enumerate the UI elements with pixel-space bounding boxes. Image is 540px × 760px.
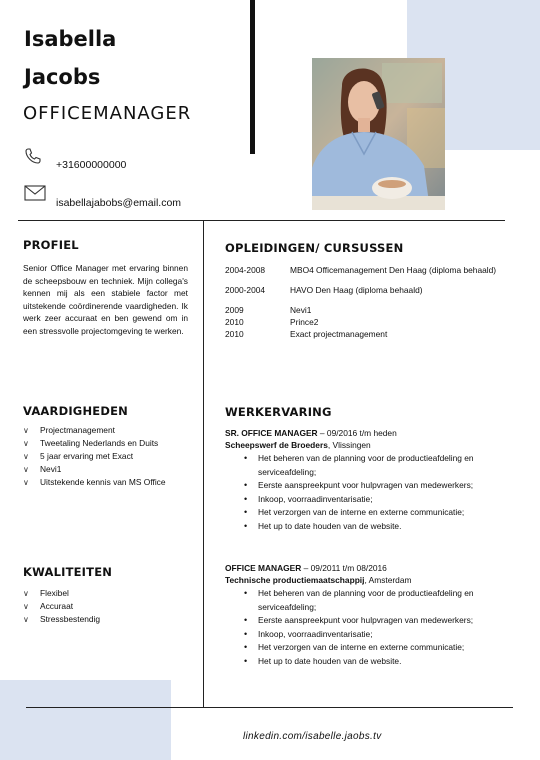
last-name: Jacobs — [24, 65, 101, 89]
list-item: • Het beheren van de planning voor de productieafdeling en serviceafdeling; — [225, 452, 520, 479]
list-item: ∨ Projectmanagement — [23, 425, 115, 435]
chevron-down-icon: ∨ — [23, 589, 29, 598]
phone-number: +31600000000 — [56, 159, 127, 171]
column-divider — [203, 221, 204, 708]
list-item: • Inkoop, voorraadinventarisatie; — [225, 493, 520, 507]
education-row: 2004-2008 MBO4 Officemanagement Den Haag (diploma behaald) — [225, 265, 497, 275]
list-item: • Het verzorgen van de interne en externe communicatie; — [225, 641, 520, 655]
education-row: 2009 Nevi1 — [225, 305, 312, 315]
list-item: ∨ Stressbestendig — [23, 614, 101, 624]
job-title: OFFICEMANAGER — [23, 103, 192, 124]
chevron-down-icon: ∨ — [23, 439, 29, 448]
education-row: 2010 Exact projectmanagement — [225, 329, 388, 339]
list-item: ∨ Flexibel — [23, 588, 69, 598]
decorative-blue-block-bottom — [0, 680, 171, 760]
work-heading: WERKERVARING — [225, 405, 332, 419]
education-row: 2010 Prince2 — [225, 317, 319, 327]
job-company-line: Technische productiemaatschappij, Amsterdam — [225, 575, 412, 585]
list-item: • Eerste aanspreekpunt voor hulpvragen van medewerkers; — [225, 479, 520, 493]
list-item: ∨ Uitstekende kennis van MS Office — [23, 477, 166, 487]
list-item: • Het verzorgen van de interne en externe communicatie; — [225, 506, 520, 520]
list-item: ∨ Tweetaling Nederlands en Duits — [23, 438, 159, 448]
job-company-line: Scheepswerf de Broeders, Vlissingen — [225, 440, 371, 450]
list-item: • Het up to date houden van de website. — [225, 655, 520, 669]
duties-list — [225, 452, 520, 533]
education-table — [225, 264, 520, 340]
first-name: Isabella — [24, 27, 117, 51]
list-item: • Het up to date houden van de website. — [225, 520, 520, 534]
job-role-line: OFFICE MANAGER – 09/2011 t/m 08/2016 — [225, 563, 387, 573]
job-entry — [225, 427, 520, 533]
chevron-down-icon: ∨ — [23, 615, 29, 624]
duties-list — [225, 587, 520, 668]
education-heading: OPLEIDINGEN/ CURSUSSEN — [225, 241, 404, 255]
list-item: ∨ Nevi1 — [23, 464, 62, 474]
chevron-down-icon: ∨ — [23, 602, 29, 611]
qualities-heading: KWALITEITEN — [23, 565, 113, 579]
education-row: 2000-2004 HAVO Den Haag (diploma behaald) — [225, 285, 423, 295]
mail-icon — [24, 184, 46, 202]
profile-heading: PROFIEL — [23, 238, 79, 252]
list-item: ∨ 5 jaar ervaring met Exact — [23, 451, 134, 461]
footer-divider — [26, 707, 513, 708]
email-address: isabellajabobs@email.com — [56, 197, 182, 209]
chevron-down-icon: ∨ — [23, 465, 29, 474]
qualities-list — [23, 587, 100, 626]
job-entry — [225, 562, 520, 668]
chevron-down-icon: ∨ — [23, 426, 29, 435]
horizontal-divider — [18, 220, 505, 221]
linkedin-link[interactable]: linkedin.com/isabelle.jaobs.tv — [243, 731, 382, 742]
list-item: • Inkoop, voorraadinventarisatie; — [225, 628, 520, 642]
profile-text: Senior Office Manager met ervaring binnen de scheepsbouw en techniek. Mijn collega's kennen mij als een stabiele factor met uitstekende coördinerende vaardigheden. Ik werk zeer accuraat en ben gewend om in een stressvolle projectomgeving te werken. — [23, 263, 188, 336]
profile-photo — [312, 58, 445, 210]
skills-heading: VAARDIGHEDEN — [23, 404, 128, 418]
header-vertical-bar — [250, 0, 255, 154]
phone-icon — [24, 147, 46, 165]
job-role-line: SR. OFFICE MANAGER – 09/2016 t/m heden — [225, 428, 397, 438]
skills-list — [23, 424, 166, 489]
list-item: ∨ Accuraat — [23, 601, 74, 611]
chevron-down-icon: ∨ — [23, 452, 29, 461]
chevron-down-icon: ∨ — [23, 478, 29, 487]
list-item: • Het beheren van de planning voor de productieafdeling en serviceafdeling; — [225, 587, 520, 614]
list-item: • Eerste aanspreekpunt voor hulpvragen van medewerkers; — [225, 614, 520, 628]
